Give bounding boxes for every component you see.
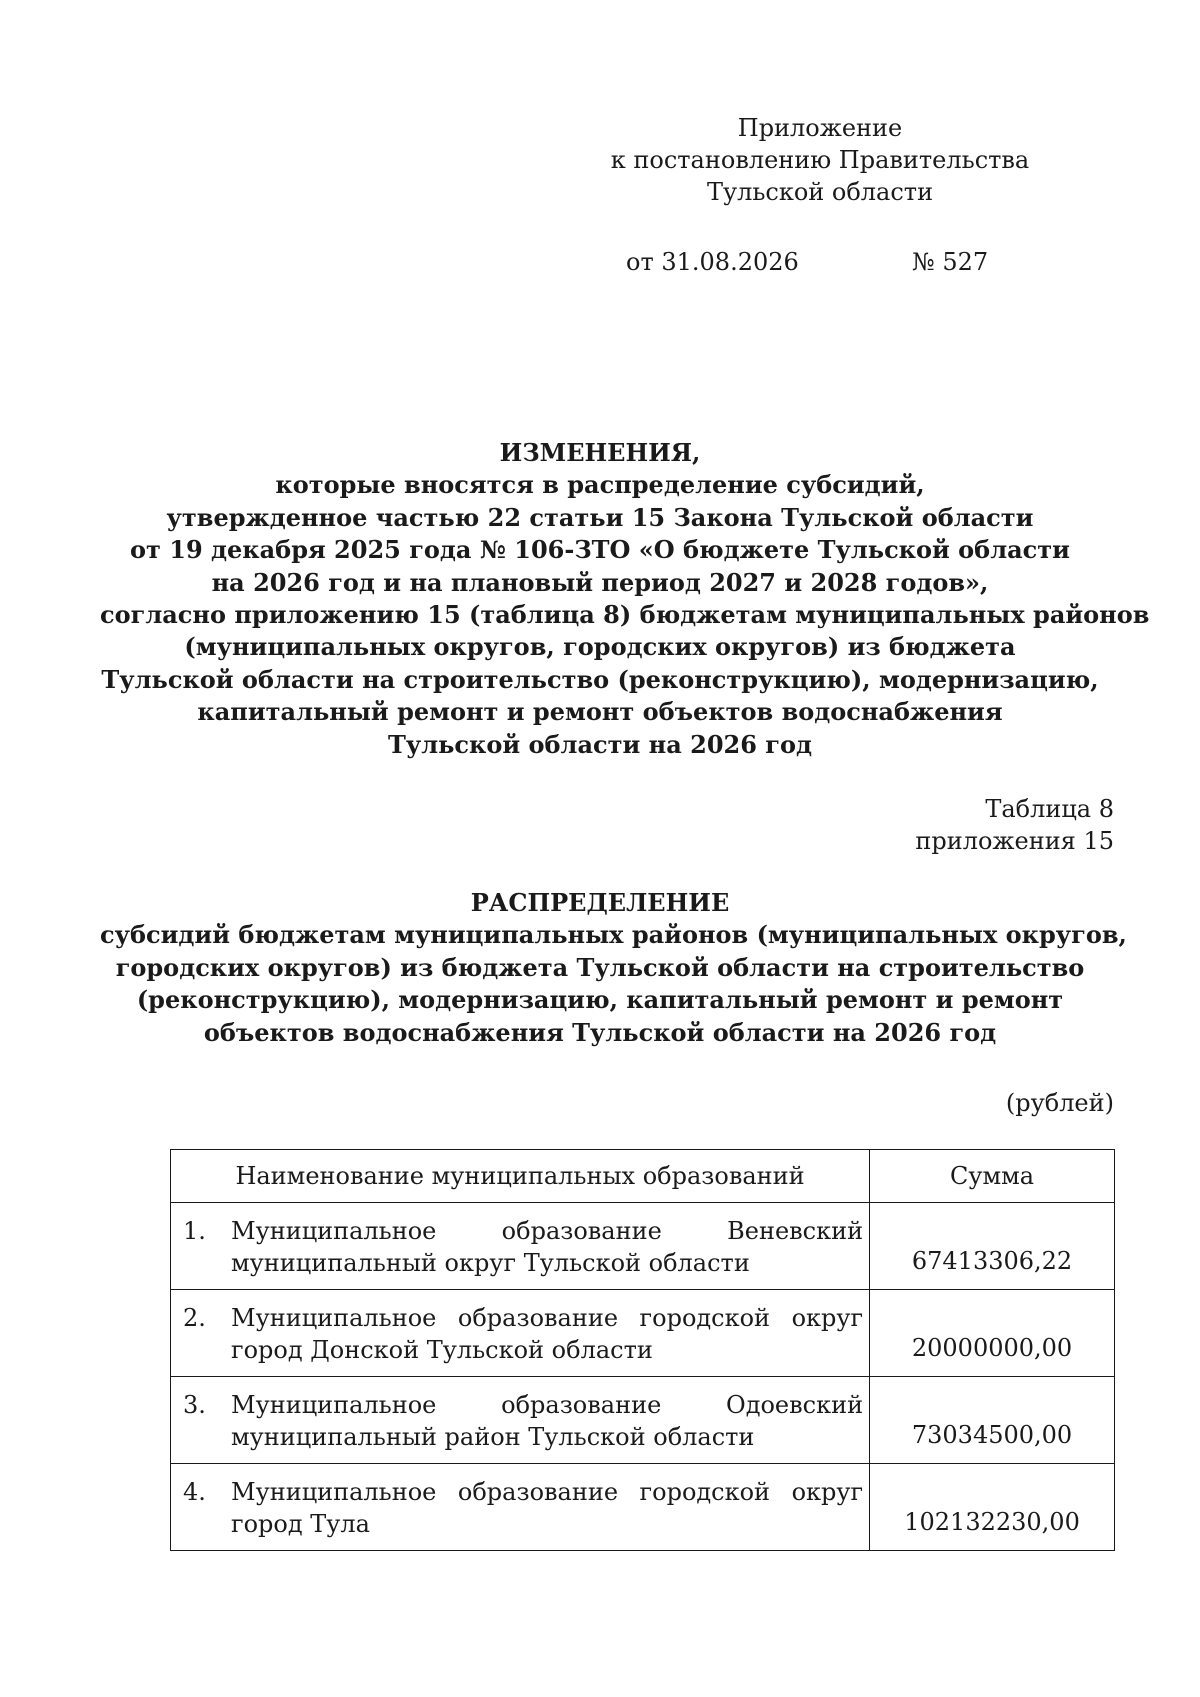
table-row (171, 1290, 1115, 1377)
table-reference (915, 793, 1114, 857)
row-sum: 20000000,00 (870, 1290, 1115, 1377)
row-number: 4. (183, 1478, 206, 1506)
changes-title (100, 437, 1150, 761)
row-sum: 73034500,00 (870, 1377, 1115, 1464)
row-number: 3. (183, 1391, 206, 1419)
title-line: капитальный ремонт и ремонт объектов водоснабжения (197, 697, 1003, 727)
title-line: утвержденное частью 22 статьи 15 Закона Тульской области (166, 502, 1034, 532)
table-row (171, 1464, 1115, 1551)
row-sum: 102132230,00 (870, 1464, 1115, 1551)
name-cell (171, 1377, 870, 1464)
header-name: Наименование муниципальных образований (171, 1150, 870, 1203)
decree-number: № 527 (912, 248, 989, 276)
table-row (171, 1377, 1115, 1464)
title-line: Тульской области на 2026 год (387, 729, 812, 759)
title-line: от 19 декабря 2025 года № 106-ЗТО «О бюджете Тульской области (130, 535, 1070, 565)
table-ref-line: приложения 15 (915, 827, 1114, 855)
distribution-line: субсидий бюджетам муниципальных районов (муниципальных округов, (100, 920, 1127, 950)
row-sum: 67413306,22 (870, 1203, 1115, 1290)
appendix-line: Приложение (737, 114, 903, 142)
distribution-title (100, 887, 1127, 1049)
header-sum: Сумма (870, 1150, 1115, 1203)
row-name: Муниципальное образование городской округ город Донской Тульской области (231, 1304, 864, 1364)
appendix-header (600, 112, 1040, 208)
distribution-table (170, 1149, 1115, 1551)
title-line: на 2026 год и на плановый период 2027 и 2028 годов», (211, 567, 989, 597)
title-line: Тульской области на строительство (реконструкцию), модернизацию, (101, 664, 1099, 694)
appendix-line: Тульской области (706, 178, 934, 206)
table-header-row (171, 1150, 1115, 1203)
name-cell (171, 1290, 870, 1377)
distribution-line: городских округов) из бюджета Тульской области на строительство (115, 952, 1085, 982)
title-line: (муниципальных округов, городских округов) из бюджета (184, 632, 1016, 662)
title-line: ИЗМЕНЕНИЯ, (499, 438, 701, 467)
row-number: 2. (183, 1304, 206, 1332)
row-name: Муниципальное образование Одоевский муниципальный район Тульской области (231, 1391, 864, 1451)
distribution-line: объектов водоснабжения Тульской области на 2026 год (203, 1017, 997, 1047)
title-line: которые вносятся в распределение субсидий, (275, 470, 925, 500)
table-row (171, 1203, 1115, 1290)
units-label: (рублей) (1005, 1089, 1114, 1117)
name-cell (171, 1464, 870, 1551)
table-ref-line: Таблица 8 (985, 795, 1114, 823)
appendix-line: к постановлению Правительства (610, 146, 1030, 174)
distribution-line: (реконструкцию), модернизацию, капитальный ремонт и ремонт (136, 985, 1064, 1015)
row-number: 1. (183, 1217, 206, 1245)
row-name: Муниципальное образование городской округ город Тула (231, 1478, 864, 1538)
decree-date: от 31.08.2026 (626, 248, 799, 276)
name-cell (171, 1203, 870, 1290)
distribution-line: РАСПРЕДЕЛЕНИЕ (470, 888, 730, 917)
row-name: Муниципальное образование Веневский муниципальный округ Тульской области (231, 1217, 864, 1277)
title-line: согласно приложению 15 (таблица 8) бюджетам муниципальных районов (100, 600, 1150, 630)
